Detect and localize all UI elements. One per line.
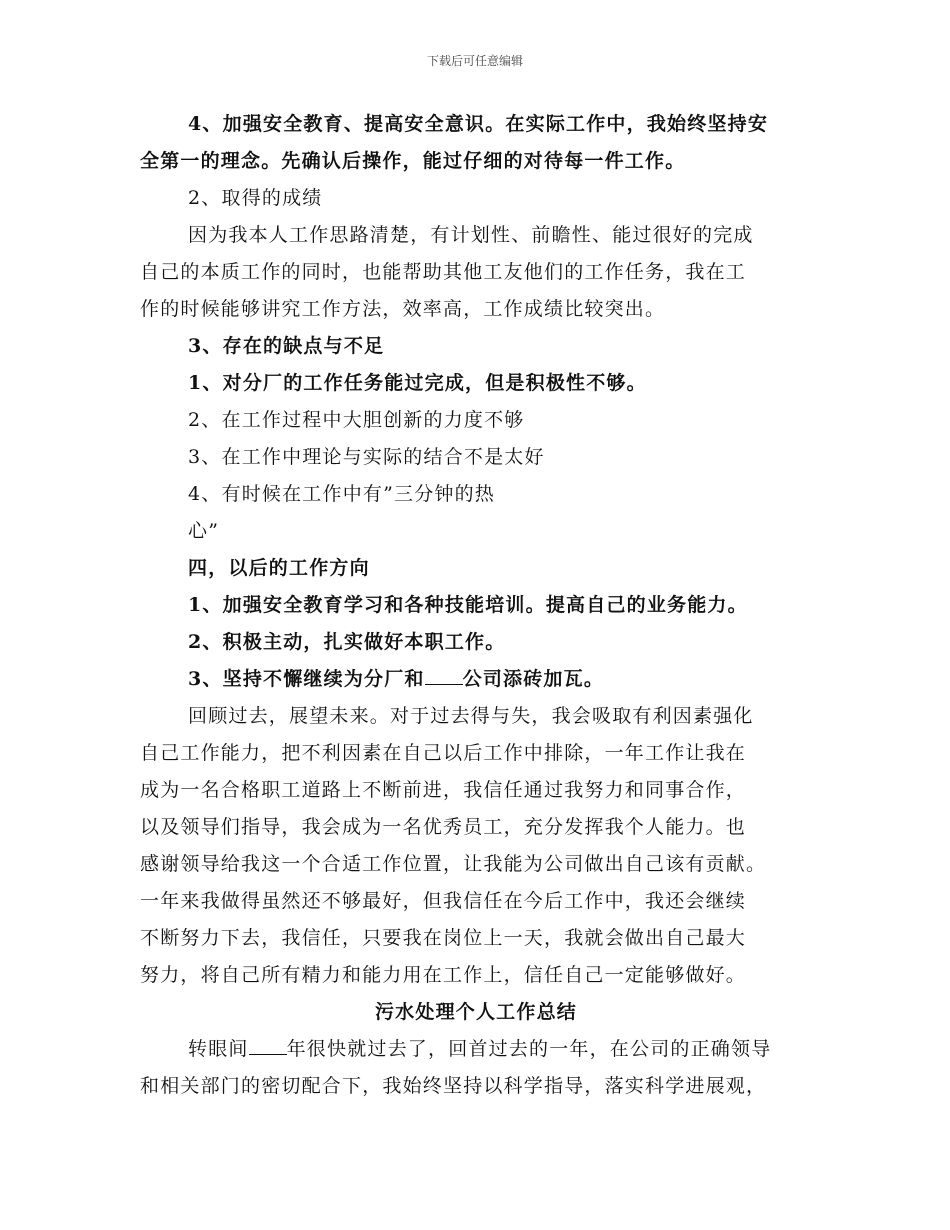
direction-item-3-end: 公司添砖加瓦。 [462,668,605,690]
summary-title: 污水处理个人工作总结 [374,1001,577,1023]
review-line-5: 感谢领导给我这一个合适工作位置，让我能为公司做出自己该有贡献。 [140,853,767,875]
fill-blank [249,1038,287,1055]
summary-line-1-start: 转眼间 [188,1038,249,1060]
direction-item-3 [140,661,812,698]
review-line-8: 努力，将自己所有精力和能力用在工作上，信任自己一定能够做好。 [140,964,747,986]
shortcoming-item-2: 2、在工作过程中大胆创新的力度不够 [188,409,525,431]
review-line-4: 以及领导们指导，我会成为一名优秀员工，充分发挥我个人能力。也 [140,816,747,838]
summary-line-2: 和相关部门的密切配合下，我始终坚持以科学指导，落实科学进展观， [140,1075,767,1097]
review-line-2: 自己工作能力，把不利因素在自己以后工作中排除，一年工作让我在 [140,742,747,764]
shortcoming-continuation: 心” [188,520,220,542]
document-body [140,106,812,1105]
direction-heading: 四，以后的工作方向 [188,557,370,579]
safety-line-1: 4、加强安全教育、提高安全意识。在实际工作中，我始终坚持安 [188,113,769,135]
direction-item-1: 1、加强安全教育学习和各种技能培训。提高自己的业务能力。 [188,594,748,616]
summary-line-1-end: 年很快就过去了，回首过去的一年，在公司的正确领导 [286,1038,772,1060]
review-line-3: 成为一名合格职工道路上不断前进，我信任通过我努力和同事合作， [140,779,747,801]
review-line-1: 回顾过去，展望未来。对于过去得与失，我会吸取有利因素强化 [188,705,754,727]
review-line-6: 一年来我做得虽然还不够最好，但我信任在今后工作中，我还会继续 [140,890,747,912]
achievements-heading: 2、取得的成绩 [188,187,323,209]
shortcomings-heading: 3、存在的缺点与不足 [188,335,385,357]
page-header: 下载后可任意编辑 [426,54,523,68]
achievements-line-2: 自己的本质工作的同时，也能帮助其他工友他们的工作任务，我在工 [140,261,747,283]
shortcoming-item-3: 3、在工作中理论与实际的结合不是太好 [188,446,545,468]
review-line-7: 不断努力下去，我信任，只要我在岗位上一天，我就会做出自己最大 [140,927,747,949]
shortcoming-item-4: 4、有时候在工作中有”三分钟的热 [188,483,496,505]
safety-line-2: 全第一的理念。先确认后操作，能过仔细的对待每一件工作。 [140,150,686,172]
direction-item-3-start: 3、坚持不懈继续为分厂和 [188,668,425,690]
summary-line-1 [140,1031,812,1068]
fill-blank [425,668,463,685]
achievements-line-1: 因为我本人工作思路清楚，有计划性、前瞻性、能过很好的完成 [188,224,754,246]
direction-item-2: 2、积极主动，扎实做好本职工作。 [188,631,506,653]
shortcoming-item-1: 1、对分厂的工作任务能过完成，但是积极性不够。 [188,372,647,394]
achievements-line-3: 作的时候能够讲究工作方法，效率高，工作成绩比较突出。 [140,298,666,320]
